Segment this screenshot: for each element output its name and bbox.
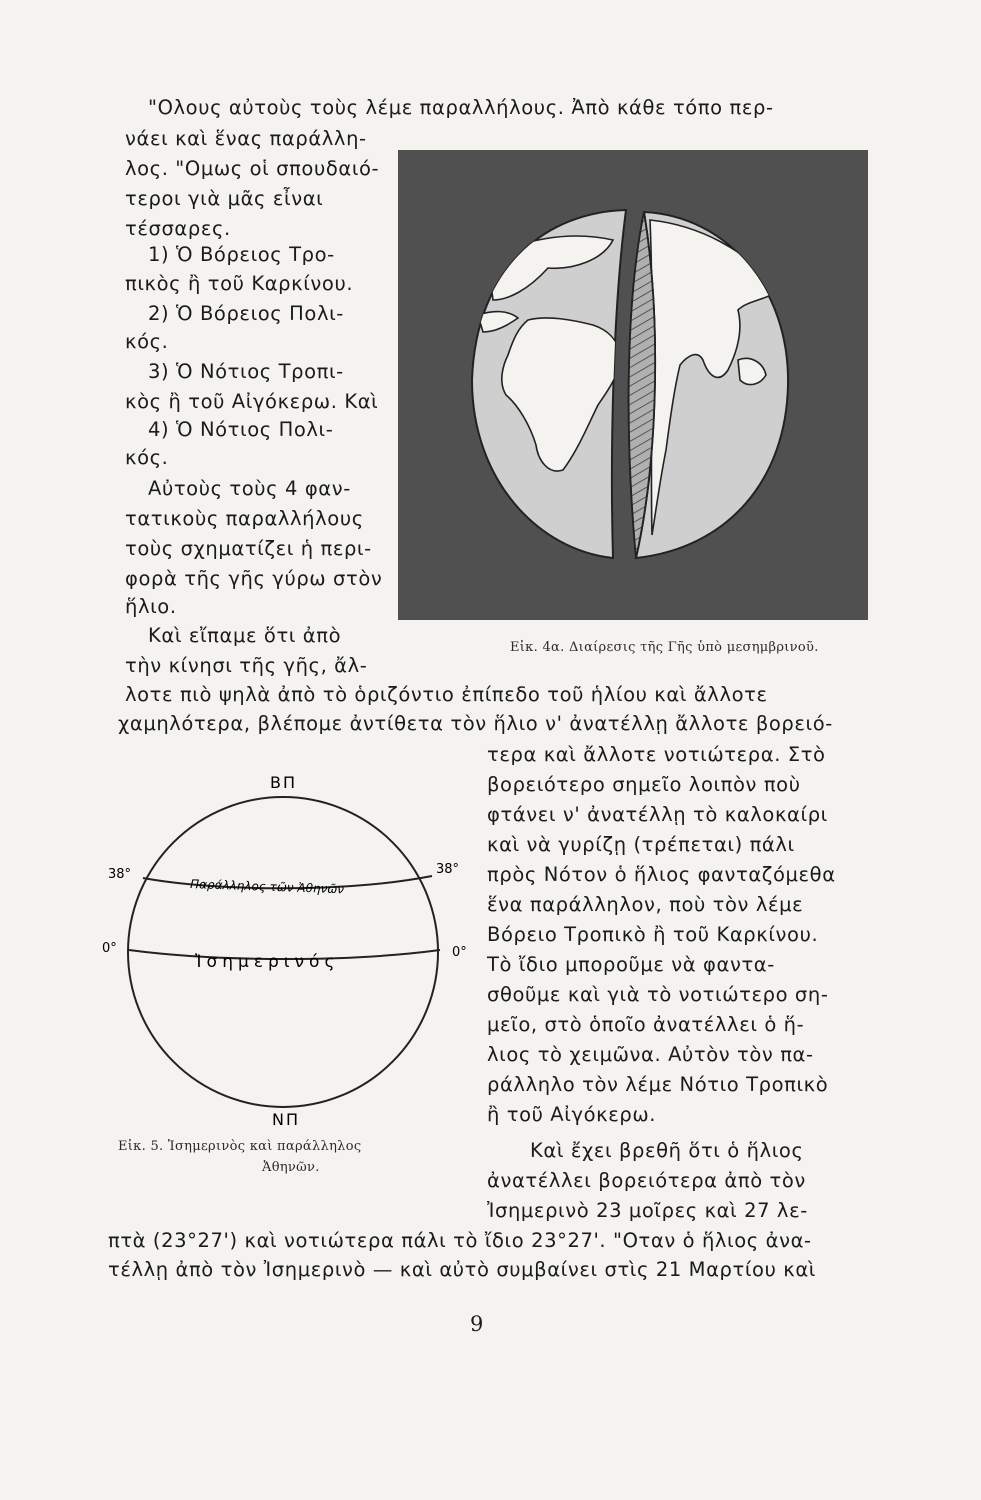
figure-earth-meridian bbox=[398, 150, 868, 620]
text-line-left: λος. "Ομως οἱ σπουδαιό- bbox=[125, 157, 380, 180]
text-line-left: Καὶ εἴπαμε ὅτι ἀπὸ bbox=[148, 624, 342, 647]
lat-left-38-label: 38° bbox=[108, 867, 132, 882]
figure-5-caption-line1: Εἰκ. 5. Ἰσημερινὸς καὶ παράλληλος bbox=[118, 1139, 362, 1154]
text-line-right: Ἰσημερινὸ 23 μοῖρες καὶ 27 λε- bbox=[487, 1199, 808, 1222]
text-line-right: πρὸς Νότον ὁ ἥλιος φανταζόμεθα bbox=[487, 863, 836, 886]
parallel-label: Παράλληλος τῶν Ἀθηνῶν bbox=[189, 877, 345, 897]
text-line-left: κός. bbox=[125, 330, 169, 353]
lat-left-0-label: 0° bbox=[102, 941, 117, 956]
figure-4a-caption: Εἰκ. 4α. Διαίρεσις τῆς Γῆς ὑπὸ μεσημβρινοῦ. bbox=[510, 640, 819, 655]
text-line-right: Βόρειο Τροπικὸ ἢ τοῦ Καρκίνου. bbox=[487, 923, 819, 946]
text-line-right: τερα καὶ ἄλλοτε νοτιώτερα. Στὸ bbox=[487, 743, 826, 766]
text-line-left: κός. bbox=[125, 446, 169, 469]
text-line-left: τέσσαρες. bbox=[125, 217, 231, 240]
text-line-left: 4) Ὁ Νότιος Πολι- bbox=[148, 418, 334, 441]
text-line-right: μεῖο, στὸ ὁποῖο ἀνατέλλει ὁ ἥ- bbox=[487, 1013, 805, 1036]
text-line-left: 1) Ὁ Βόρειος Τρο- bbox=[148, 243, 335, 266]
text-line-left: τὴν κίνησι τῆς γῆς, ἄλ- bbox=[125, 654, 368, 677]
text-line-left: κὸς ἢ τοῦ Αἰγόκερω. Καὶ bbox=[125, 390, 379, 413]
text-line-left: 3) Ὁ Νότιος Τροπι- bbox=[148, 360, 344, 383]
figure-5-caption-line2: Ἀθηνῶν. bbox=[262, 1160, 320, 1175]
equator-label: Ἰσημερινός bbox=[195, 952, 340, 972]
text-line-right: λιος τὸ χειμῶνα. Αὐτὸν τὸν πα- bbox=[487, 1043, 814, 1066]
text-line-left: Αὐτοὺς τοὺς 4 φαν- bbox=[148, 477, 351, 500]
text-line-left: τατικοὺς παραλλήλους bbox=[125, 507, 364, 530]
text-line-right: καὶ νὰ γυρίζῃ (τρέπεται) πάλι bbox=[487, 833, 795, 856]
text-line-right: ἀνατέλλει βορειότερα ἀπὸ τὸν bbox=[487, 1169, 806, 1192]
text-line-right: Καὶ ἔχει βρεθῆ ὅτι ὁ ἥλιος bbox=[530, 1139, 804, 1162]
text-line-left: τεροι γιὰ μᾶς εἶναι bbox=[125, 187, 324, 210]
text-line-right: ἕνα παράλληλον, ποὺ τὸν λέμε bbox=[487, 893, 804, 916]
text-line-top-2: νάει καὶ ἕνας παράλλη- bbox=[125, 127, 367, 150]
text-line-left: πικὸς ἢ τοῦ Καρκίνου. bbox=[125, 272, 354, 295]
text-line-right: βορειότερο σημεῖο λοιπὸν ποὺ bbox=[487, 773, 801, 796]
text-line-full: πτὰ (23°27') καὶ νοτιώτερα πάλι τὸ ἴδιο 23°27'. "Οταν ὁ ἥλιος ἀνα- bbox=[108, 1229, 812, 1252]
text-line-left: φορὰ τῆς γῆς γύρω στὸν bbox=[125, 567, 383, 590]
text-line-left: τοὺς σχηματίζει ἡ περι- bbox=[125, 537, 372, 560]
text-line-right: Τὸ ἴδιο μποροῦμε νὰ φαντα- bbox=[487, 953, 775, 976]
text-line-left: 2) Ὁ Βόρειος Πολι- bbox=[148, 302, 344, 325]
text-line-right: ἢ τοῦ Αἰγόκερω. bbox=[487, 1103, 657, 1126]
lat-right-0-label: 0° bbox=[452, 945, 467, 960]
text-line-full: τέλλῃ ἀπὸ τὸν Ἰσημερινὸ — καὶ αὐτὸ συμβαίνει στὶς 21 Μαρτίου καὶ bbox=[108, 1258, 816, 1281]
text-line-left: ἥλιο. bbox=[125, 595, 177, 618]
figure-equator-parallel bbox=[100, 760, 480, 1130]
page-number: 9 bbox=[470, 1312, 484, 1336]
text-line-full: λοτε πιὸ ψηλὰ ἀπὸ τὸ ὁριζόντιο ἐπίπεδο τοῦ ἡλίου καὶ ἄλλοτε bbox=[125, 683, 768, 706]
north-pole-label: ΒΠ bbox=[270, 773, 298, 792]
text-line-right: ράλληλο τὸν λέμε Νότιο Τροπικὸ bbox=[487, 1073, 829, 1096]
lat-right-38-label: 38° bbox=[436, 862, 460, 877]
text-line-right: σθοῦμε καὶ γιὰ τὸ νοτιώτερο ση- bbox=[487, 983, 829, 1006]
text-line-top-1: "Ολους αὐτοὺς τοὺς λέμε παραλλήλους. Ἀπὸ κάθε τόπο περ- bbox=[148, 96, 774, 119]
text-line-right: φτάνει ν' ἀνατέλλῃ τὸ καλοκαίρι bbox=[487, 803, 828, 826]
text-line-full: χαμηλότερα, βλέπομε ἀντίθετα τὸν ἥλιο ν' ἀνατέλλῃ ἄλλοτε βορειό- bbox=[118, 712, 833, 735]
south-pole-label: ΝΠ bbox=[272, 1110, 300, 1129]
